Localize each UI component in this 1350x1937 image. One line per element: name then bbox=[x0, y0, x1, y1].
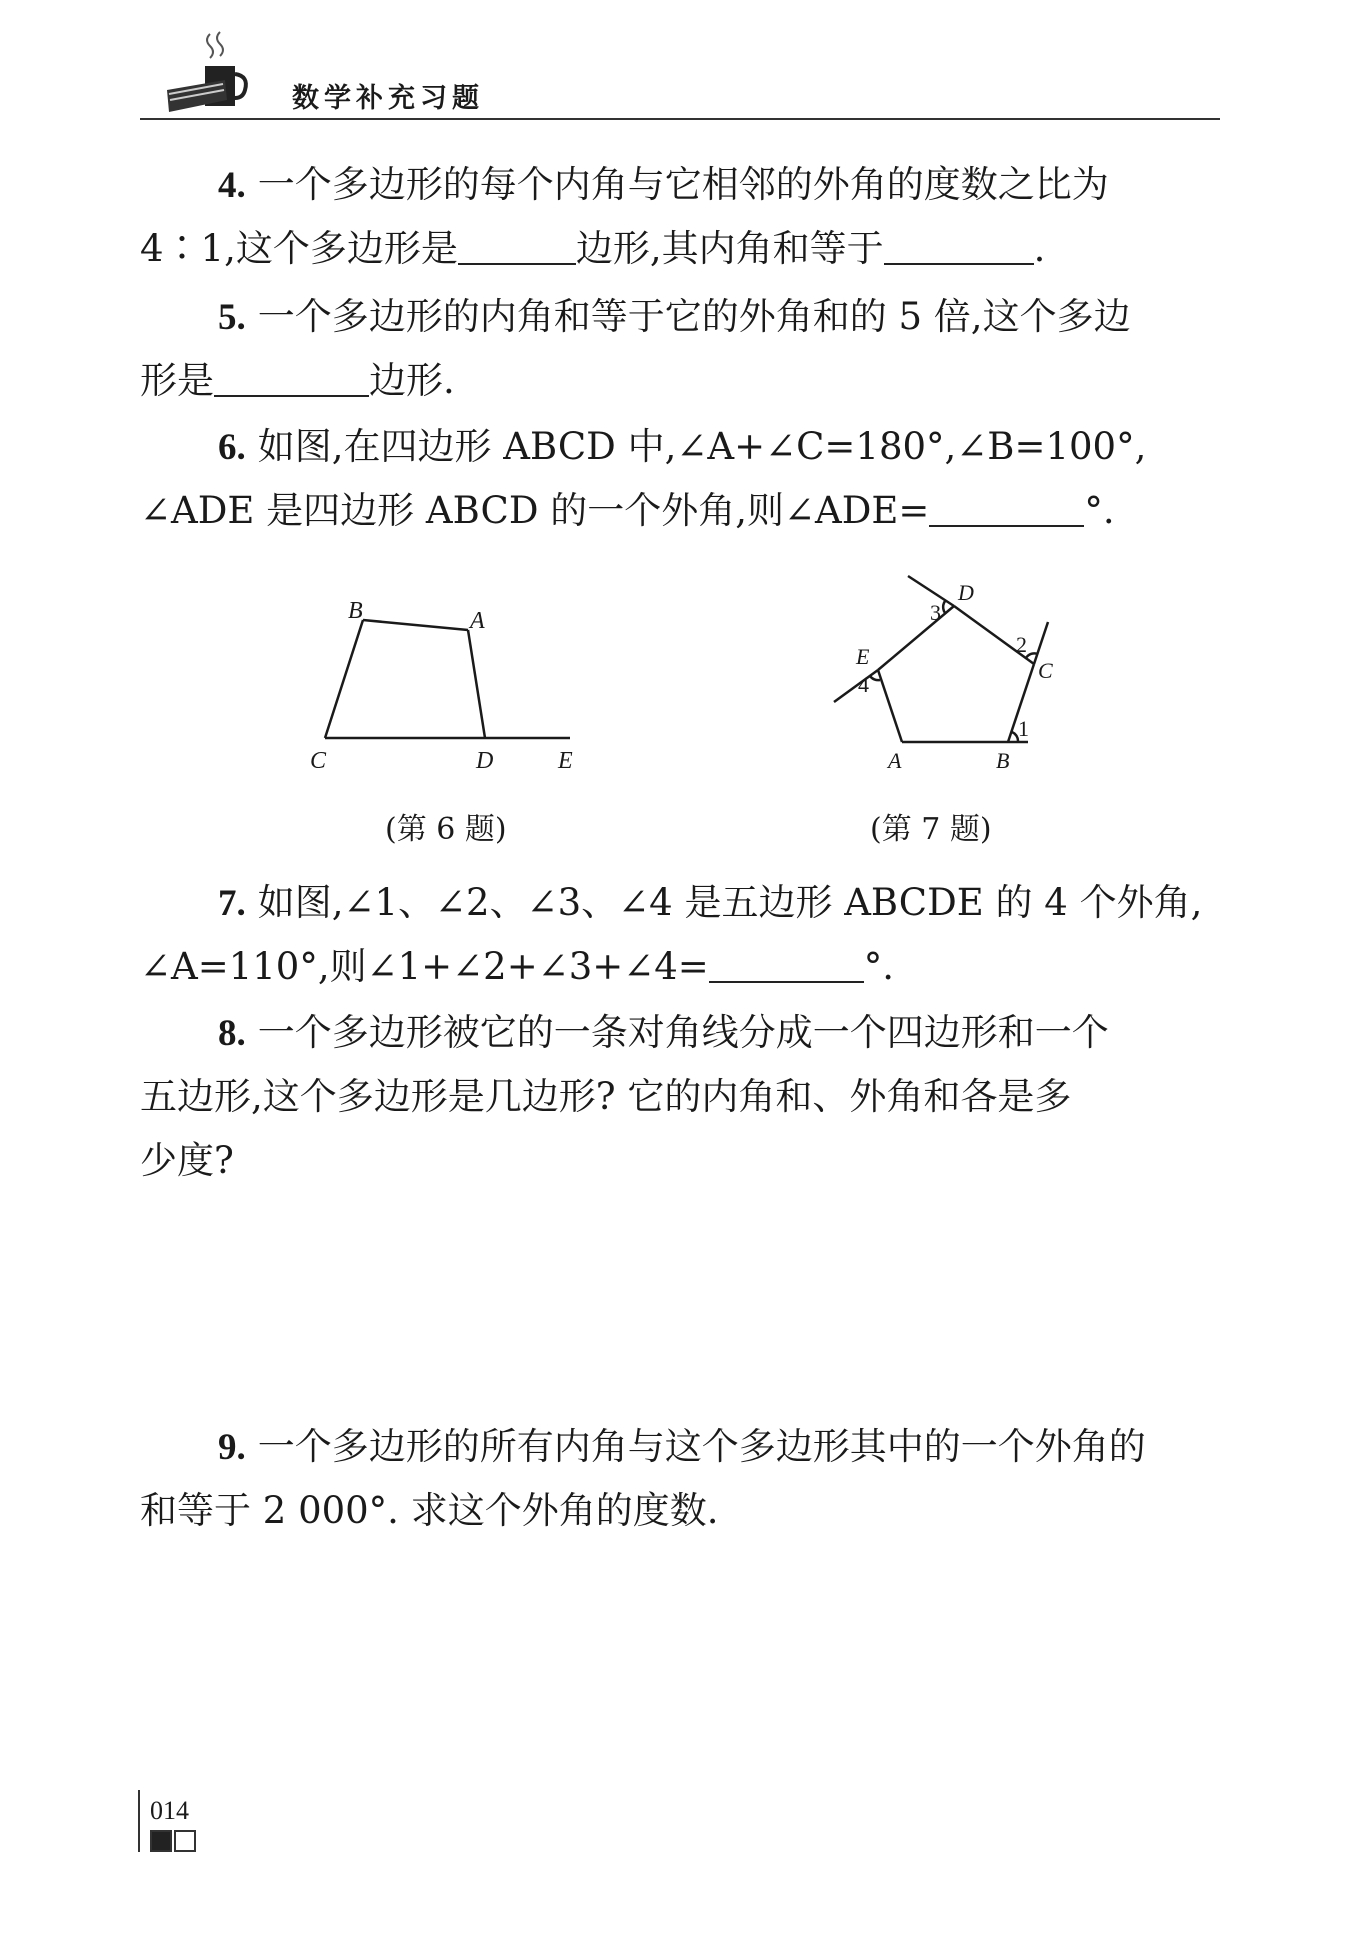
question-6-line-2 bbox=[140, 488, 1220, 534]
question-6-line-1 bbox=[218, 424, 1220, 471]
question-8-line-1 bbox=[218, 1010, 1220, 1057]
question-text: 形是 bbox=[140, 359, 214, 402]
question-text: 一个多边形被它的一条对角线分成一个四边形和一个 bbox=[257, 1011, 1109, 1054]
vertex-label-e: E bbox=[856, 644, 870, 669]
question-5-line-1 bbox=[218, 294, 1220, 341]
question-text: . bbox=[1033, 227, 1046, 270]
question-5-line-2 bbox=[140, 358, 1220, 404]
question-number: 6. bbox=[218, 427, 246, 468]
segment-ad bbox=[468, 630, 485, 738]
angle-label-4: 4 bbox=[858, 672, 869, 697]
segment-de bbox=[878, 606, 954, 670]
question-number: 9. bbox=[218, 1427, 246, 1468]
question-text: 一个多边形的内角和等于它的外角和的 5 倍,这个多边 bbox=[257, 295, 1131, 338]
segment-ba bbox=[363, 620, 468, 630]
question-text: °. bbox=[863, 945, 895, 988]
question-4-line-2 bbox=[140, 226, 1220, 272]
angle-arc-4 bbox=[870, 676, 880, 680]
question-text: 边形,其内角和等于 bbox=[575, 227, 884, 270]
question-text: 如图,在四边形 ABCD 中,∠A+∠C=180°,∠B=100°, bbox=[257, 425, 1147, 468]
question-text: 一个多边形的每个内角与它相邻的外角的度数之比为 bbox=[257, 163, 1109, 206]
angle-arc-3 bbox=[943, 600, 946, 614]
angle-label-3: 3 bbox=[930, 600, 941, 625]
question-8-line-3 bbox=[140, 1138, 1220, 1184]
answer-blank[interactable] bbox=[709, 947, 864, 983]
question-text: 一个多边形的所有内角与这个多边形其中的一个外角的 bbox=[257, 1425, 1146, 1468]
vertex-label-d: D bbox=[476, 748, 494, 774]
figure-7-pentagon bbox=[820, 570, 1060, 780]
question-text: °. bbox=[1084, 489, 1115, 532]
question-number: 8. bbox=[218, 1013, 246, 1054]
question-7-line-2 bbox=[140, 944, 1220, 990]
footer-bar bbox=[138, 1790, 140, 1852]
question-4-line-1 bbox=[218, 162, 1220, 209]
book-and-cup-icon bbox=[165, 28, 265, 116]
filled-square-icon bbox=[150, 1830, 172, 1852]
question-text: 和等于 2 000°. 求这个外角的度数. bbox=[140, 1489, 719, 1532]
question-text: 4∶1,这个多边形是 bbox=[140, 227, 458, 270]
question-text: 五边形,这个多边形是几边形? 它的内角和、外角和各是多 bbox=[140, 1075, 1072, 1118]
answer-blank[interactable] bbox=[458, 229, 576, 265]
segment-ae bbox=[878, 670, 902, 742]
figure-7-caption: (第 7 题) bbox=[870, 812, 992, 847]
question-7-line-1 bbox=[218, 880, 1220, 927]
empty-square-icon bbox=[174, 1830, 196, 1852]
vertex-label-a: A bbox=[888, 748, 902, 773]
answer-blank[interactable] bbox=[884, 229, 1034, 265]
angle-label-1: 1 bbox=[1018, 716, 1029, 741]
vertex-label-d: D bbox=[958, 580, 974, 605]
vertex-label-c: C bbox=[310, 748, 327, 774]
vertex-label-e: E bbox=[558, 748, 573, 774]
figure-6-quadrilateral bbox=[300, 590, 600, 780]
question-number: 4. bbox=[218, 165, 246, 206]
question-text: ∠A=110°,则∠1+∠2+∠3+∠4= bbox=[140, 945, 709, 988]
angle-label-2: 2 bbox=[1016, 632, 1027, 657]
vertex-label-b: B bbox=[996, 748, 1010, 773]
question-8-line-2 bbox=[140, 1074, 1220, 1120]
figure-6-caption: (第 6 题) bbox=[385, 812, 507, 847]
question-text: 如图,∠1、∠2、∠3、∠4 是五边形 ABCDE 的 4 个外角, bbox=[257, 881, 1203, 924]
vertex-label-a: A bbox=[470, 608, 485, 634]
question-text: 少度? bbox=[140, 1139, 234, 1182]
ray-de-extended bbox=[834, 670, 878, 702]
page-number: 014 bbox=[150, 1796, 189, 1825]
question-9-line-1 bbox=[218, 1424, 1220, 1471]
answer-blank[interactable] bbox=[214, 361, 369, 397]
question-number: 7. bbox=[218, 883, 246, 924]
vertex-label-c: C bbox=[1038, 658, 1053, 683]
vertex-label-b: B bbox=[348, 598, 363, 624]
segment-cb bbox=[325, 620, 363, 738]
header-divider bbox=[140, 118, 1220, 120]
page-header-title: 数学补充习题 bbox=[292, 83, 484, 114]
question-text: ∠ADE 是四边形 ABCD 的一个外角,则∠ADE= bbox=[140, 489, 930, 532]
question-9-line-2 bbox=[140, 1488, 1220, 1534]
answer-blank[interactable] bbox=[929, 491, 1084, 527]
question-text: 边形. bbox=[369, 359, 455, 402]
question-number: 5. bbox=[218, 297, 246, 338]
